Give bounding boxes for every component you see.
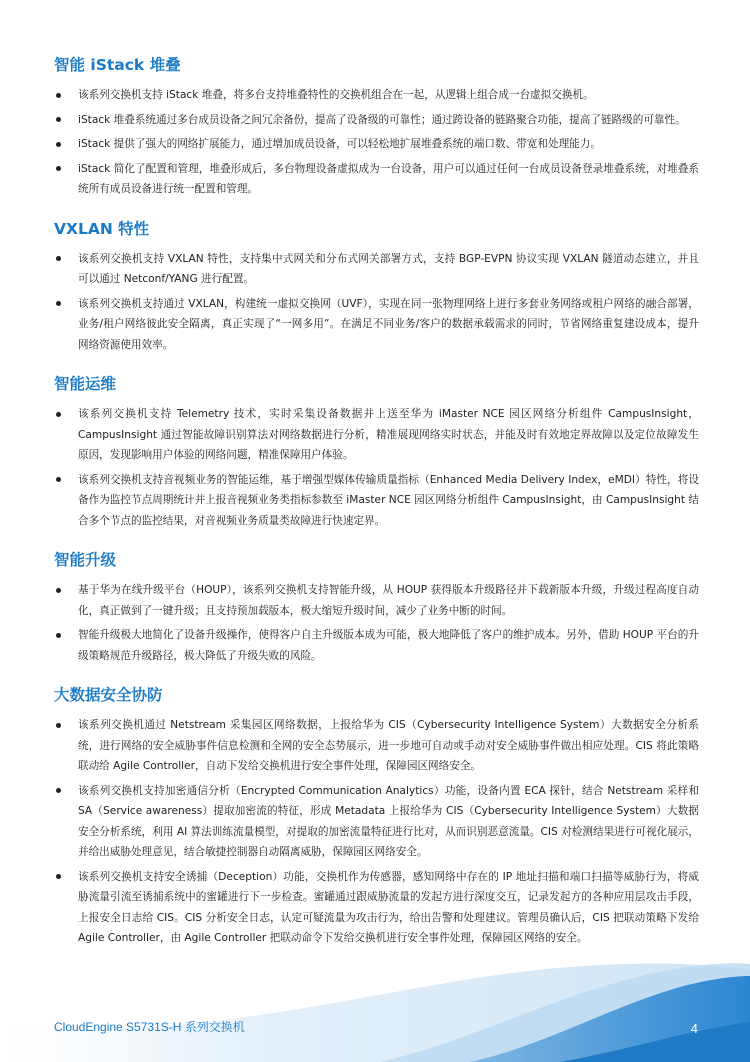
- document-body: [54, 54, 699, 967]
- list-item: 该系列交换机支持加密通信分析（Encrypted Communication Analytics）功能，设备内置 ECA 探针，结合 Netstream 采样和 SA（Service awareness）提取加密流的特征，形成 Metadata 上报给华为 CIS（Cybersecurity Intelligence System）大数据安全分析系统，利用 AI 算法训练流量模型，对提取的加密流量特征进行比对，从而识别恶意流量。CIS 对检测结果进行可视化展示，并给出威胁处理意见，结合敏捷控制器自动隔离威胁，保障园区网络安全。: [54, 781, 699, 863]
- list-item: iStack 提供了强大的网络扩展能力，通过增加成员设备，可以轻松地扩展堆叠系统的端口数、带宽和处理能力。: [54, 134, 699, 155]
- list-item: iStack 简化了配置和管理，堆叠形成后，多台物理设备虚拟成为一台设备，用户可以通过任何一台成员设备登录堆叠系统，对堆叠系统所有成员设备进行统一配置和管理。: [54, 159, 699, 200]
- list-item: 该系列交换机支持 iStack 堆叠，将多台支持堆叠特性的交换机组合在一起，从逻辑上组合成一台虚拟交换机。: [54, 85, 699, 106]
- bullet-icon: [56, 166, 61, 171]
- bullet-icon: [56, 788, 61, 793]
- bullet-icon: [56, 256, 61, 261]
- page-number: 4: [690, 1021, 698, 1036]
- bullet-icon: [56, 93, 61, 98]
- section-title: 大数据安全协防: [54, 686, 163, 704]
- bullet-icon: [56, 117, 61, 122]
- list-item: 智能升级极大地简化了设备升级操作，使得客户自主升级版本成为可能，极大地降低了客户的维护成本。另外，借助 HOUP 平台的升级策略规范升级路径，极大降低了升级失败的风险。: [54, 625, 699, 666]
- bullet-icon: [56, 633, 61, 638]
- section-big-data-security: [54, 684, 699, 949]
- bullet-icon: [56, 588, 61, 593]
- section-istack: [54, 54, 699, 200]
- list-item: 该系列交换机支持音视频业务的智能运维，基于增强型媒体传输质量指标（Enhanced Media Delivery Index，eMDI）特性，将设备作为监控节点周期统计并上报音视频业务类指标参数至 iMaster NCE 园区网络分析组件 CampusInsight，由 CampusInsight 结合多个节点的监控结果，对音视频业务质量类故障进行快速定界。: [54, 470, 699, 532]
- section-intelligent-upgrade: [54, 549, 699, 666]
- list-item: 基于华为在线升级平台（HOUP），该系列交换机支持智能升级，从 HOUP 获得版本升级路径并下载新版本升级，升级过程高度自动化，真正做到了一键升级；且支持预加载版本，极大缩短升级时间，减少了业务中断的时间。: [54, 580, 699, 621]
- list-item: 该系列交换机支持安全诱捕（Deception）功能，交换机作为传感器，感知网络中存在的 IP 地址扫描和端口扫描等威胁行为，将威胁流量引流至诱捕系统中的蜜罐进行下一步检查。蜜罐通过跟威胁流量的发起方进行深度交互，记录发起方的各种应用层攻击手段，上报安全日志给 CIS。CIS 分析安全日志，认定可疑流量为攻击行为，给出告警和处理建议。管理员确认后，CIS 把联动策略下发给 Agile Controller，由 Agile Controller 把联动命令下发给交换机进行安全事件处理，保障园区网络的安全。: [54, 867, 699, 949]
- list-item: 该系列交换机支持 VXLAN 特性，支持集中式网关和分布式网关部署方式，支持 BGP-EVPN 协议实现 VXLAN 隧道动态建立，并且可以通过 Netconf/YANG 进行配置。: [54, 249, 699, 290]
- section-vxlan: [54, 218, 699, 356]
- bullet-icon: [56, 412, 61, 417]
- bullet-icon: [56, 142, 61, 147]
- bullet-icon: [56, 301, 61, 306]
- bullet-icon: [56, 477, 61, 482]
- list-item: 该系列交换机支持通过 VXLAN，构建统一虚拟交换网（UVF），实现在同一张物理网络上进行多套业务网络或租户网络的融合部署，业务/租户网络彼此安全隔离，真正实现了“一网多用”。在满足不同业务/客户的数据承载需求的同时，节省网络重复建设成本，提升网络资源使用效率。: [54, 294, 699, 356]
- bullet-icon: [56, 723, 61, 728]
- footer-product-name: CloudEngine S5731S-H 系列交换机: [54, 1020, 245, 1034]
- bullet-icon: [56, 874, 61, 879]
- list-item: iStack 堆叠系统通过多台成员设备之间冗余备份，提高了设备级的可靠性；通过跨设备的链路聚合功能，提高了链路级的可靠性。: [54, 110, 699, 131]
- footer-wave-graphic: [0, 952, 750, 1062]
- section-intelligent-om: [54, 373, 699, 531]
- section-title: 智能 iStack 堆叠: [54, 56, 181, 74]
- section-title: 智能升级: [54, 551, 117, 569]
- list-item: 该系列交换机通过 Netstream 采集园区网络数据，上报给华为 CIS（Cybersecurity Intelligence System）大数据安全分析系统，进行网络的安全威胁事件信息检测和全网的安全态势展示，进一步地可自动或手动对安全威胁事件做出相应处理。CIS 将此策略联动给 Agile Controller，自动下发给交换机进行安全事件处理，保障园区网络安全。: [54, 715, 699, 777]
- section-title: VXLAN 特性: [54, 219, 150, 238]
- list-item: 该系列交换机支持 Telemetry 技术，实时采集设备数据并上送至华为 iMaster NCE 园区网络分析组件 CampusInsight，CampusInsight 通过智能故障识别算法对网络数据进行分析，精准展现网络实时状态，并能及时有效地定界故障以及定位故障发生原因，发现影响用户体验的网络问题，精准保障用户体验。: [54, 404, 699, 466]
- section-title: 智能运维: [54, 375, 117, 393]
